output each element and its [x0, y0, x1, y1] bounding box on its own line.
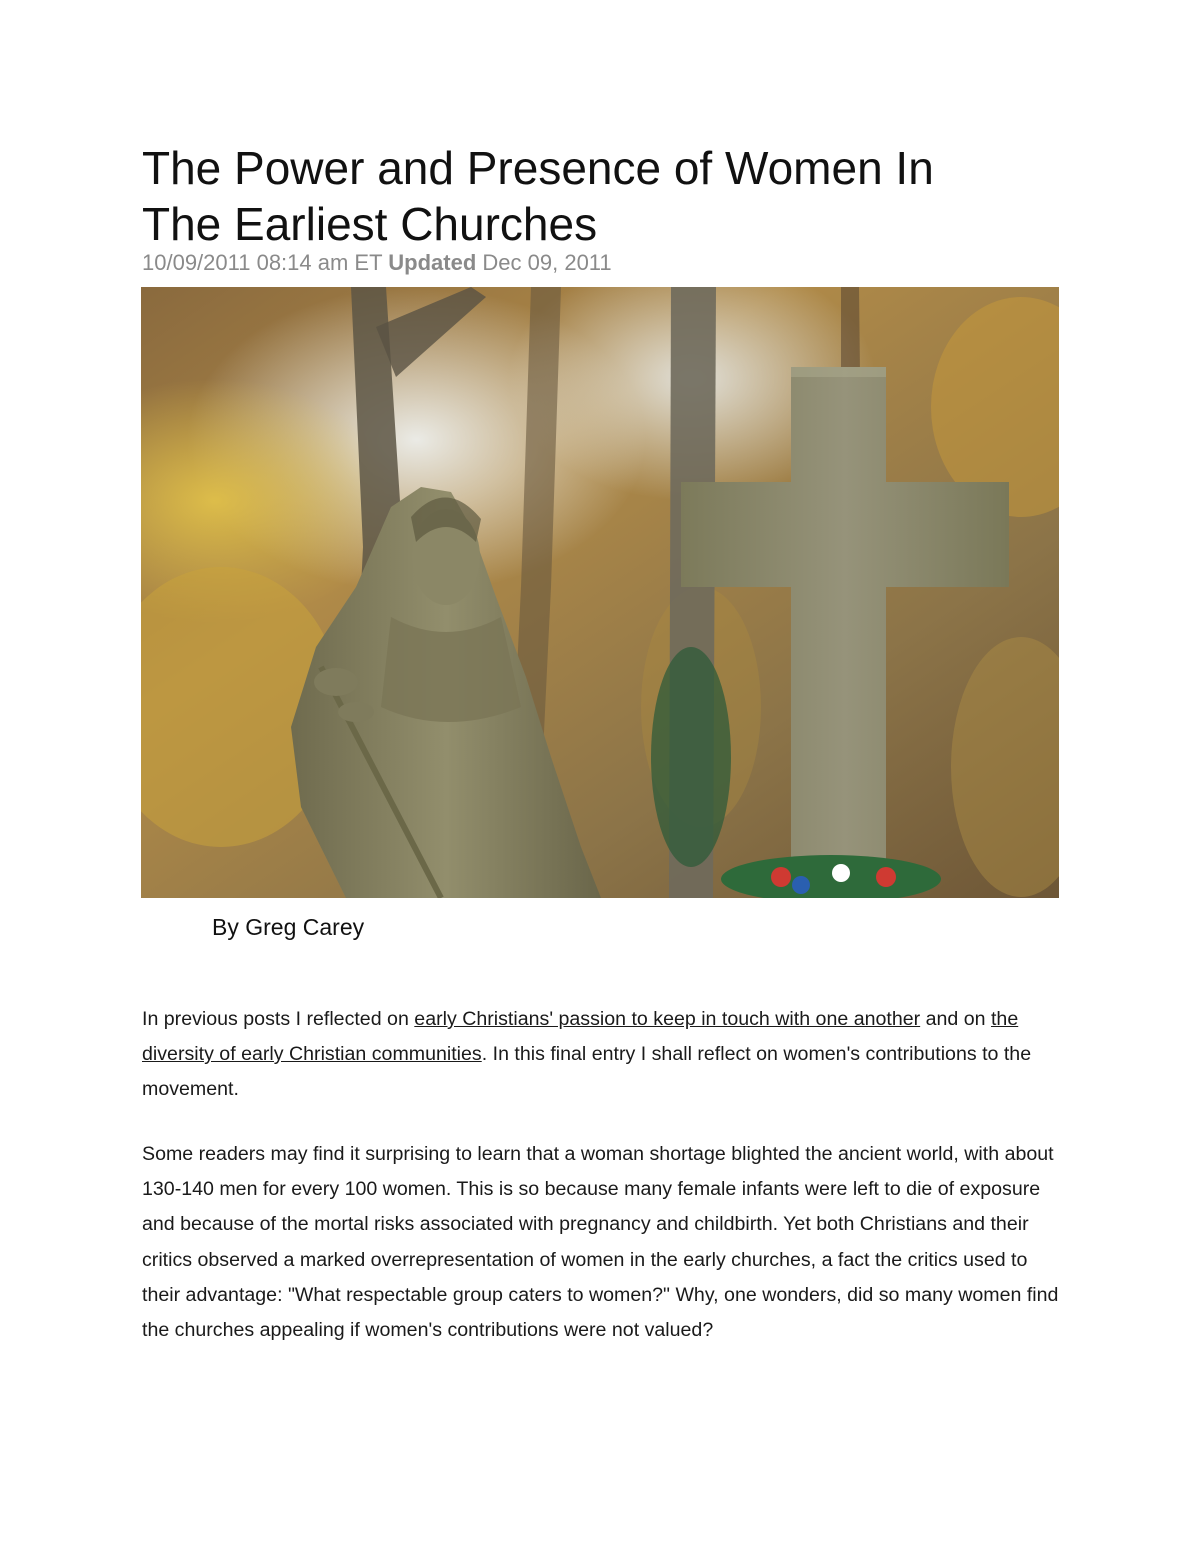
dateline — [142, 250, 612, 276]
paragraph-intro-text-1: In previous posts I reflected on — [142, 1008, 415, 1030]
updated-label: Updated — [388, 250, 477, 275]
publish-date: 10/09/2011 08:14 am ET — [142, 250, 383, 275]
paragraph-woman-shortage: Some readers may find it surprising to learn that a woman shortage blighted the ancient world, with about 130-140 men for every 100 women. This is so because many female infants were left to die of exposure and because of the mortal risks associated with pregnancy and childbirth. Yet both Christians and their critics observed a marked overrepresentation of women in the early churches, a fact the critics used to their advantage: "What respectable group caters to women?" Why, one wonders, did so many women find the churches appealing if women's contributions were not valued? — [142, 1143, 1059, 1342]
article-title-line-2: The Earliest Churches — [142, 198, 598, 250]
link-diversity-of-communities[interactable]: the diversity of early Christian communities — [142, 1008, 1019, 1066]
paragraph-intro — [142, 1002, 1062, 1108]
paragraph-intro-text-3: . In this final entry I shall reflect on women's contributions to the movement. — [142, 1043, 1032, 1101]
statue-and-cross-photo — [141, 287, 1059, 898]
updated-date: Dec 09, 2011 — [482, 250, 612, 275]
article-photo — [141, 287, 1059, 898]
byline: By Greg Carey — [212, 914, 365, 940]
article-title-line-1: The Power and Presence of Women In — [142, 142, 934, 194]
paragraph-intro-text-2: and on — [920, 1008, 991, 1030]
article-title — [142, 140, 1102, 252]
link-early-christians-passion[interactable]: early Christians' passion to keep in touch with one another — [414, 1008, 921, 1030]
